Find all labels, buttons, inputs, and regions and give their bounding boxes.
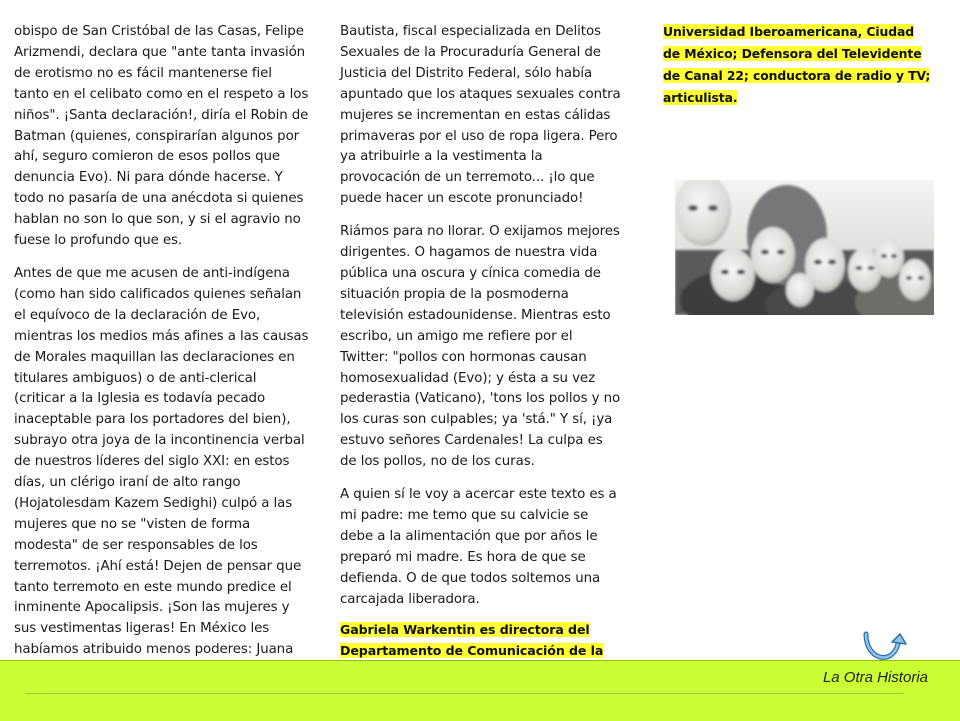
footer-title: La Otra Historia xyxy=(822,669,928,686)
article-paragraph: Antes de que me acusen de anti-indígena (como han sido calificados quienes señalan el equívoco de la declaración de Evo, mientras los medios más afines a las causas de Morales maquillan las declaraciones en titulares ambiguos) o de anti-clerical (criticar a la Iglesia es todavía pecado inaceptable para los portadores del bien), subrayo otra joya de la incontinencia verbal de nuestros líderes del siglo XXI: en estos días, un clérigo iraní de alto rango (Hojatolesdam Kazem Sedighi) culpó a las mujeres que no se "visten de forma modesta" de ser responsables de los terremotos. ¡Ahí está! Dejen de pensar que tanto terremoto en este mundo predice el inminente Apocalipsis. ¡Son las mujeres y sus vestimentas ligeras! En México les habíamos atribuido menos poderes: Juana xyxy=(14,265,309,658)
article-column-2 xyxy=(340,22,622,674)
article-paragraph: Bautista, fiscal especializada en Delitos Sexuales de la Procuraduría General de Justicia del Distrito Federal, sólo había apuntado que los ataques sexuales contra mujeres se incrementan en estas cálidas primaveras por el uso de ropa ligera. Pero ya atribuirle a la vestimenta la provocación de un terremoto... ¡lo que puede hacer un escote pronunciado! xyxy=(340,24,621,207)
footer-bar xyxy=(0,660,960,721)
article-paragraph: Riámos para no llorar. O exijamos mejores dirigentes. O hagamos de nuestra vida pública una oscura y cínica comedia de situación propia de la posmoderna televisión estadounidense. Mientras esto escribo, un amigo me refiere por el Twitter: "pollos con hormonas causan homosexualidad (Evo); y ésta a su vez pederastia (Vaticano), 'tons los pollos y no los curas son culpables; ya 'stá." Y sí, ¡ya estuvo señores Cardenales! La culpa es de los pollos, no de los curas. xyxy=(340,224,621,470)
article-column-1 xyxy=(14,22,310,694)
author-bio-part-2: Universidad Iberoamericana, Ciudad de México; Defensora del Televidente de Canal 22; conductora de radio y TV; articulista. xyxy=(663,24,931,105)
author-bio-part-1: Gabriela Warkentin es directora del Departamento de Comunicación de la xyxy=(340,622,604,659)
masks-photo xyxy=(675,180,934,315)
article-paragraph: obispo de San Cristóbal de las Casas, Felipe Arizmendi, declara que "ante tanta invasión de erotismo no es fácil mantenerse fiel tanto en el celibato como en el respeto a los niños". ¡Santa declaración!, diría el Robin de Batman (quienes, conspirarían algunos por ahí, seguro comieron de esos pollos que denuncia Evo). Ni para dónde hacerse. Y todo no pasaría de una anécdota si quienes hablan no son lo que son, y si el agravio no fuese lo profundo que es. xyxy=(14,24,309,249)
article-column-3 xyxy=(663,22,933,122)
footer-divider xyxy=(26,693,904,694)
article-paragraph: A quien sí le voy a acercar este texto es a mi padre: me temo que su calvicie se debe a la alimentación que por años le preparó mi madre. Es hora de que se defienda. O de que todos soltemos una carcajada liberadora. xyxy=(340,487,617,607)
